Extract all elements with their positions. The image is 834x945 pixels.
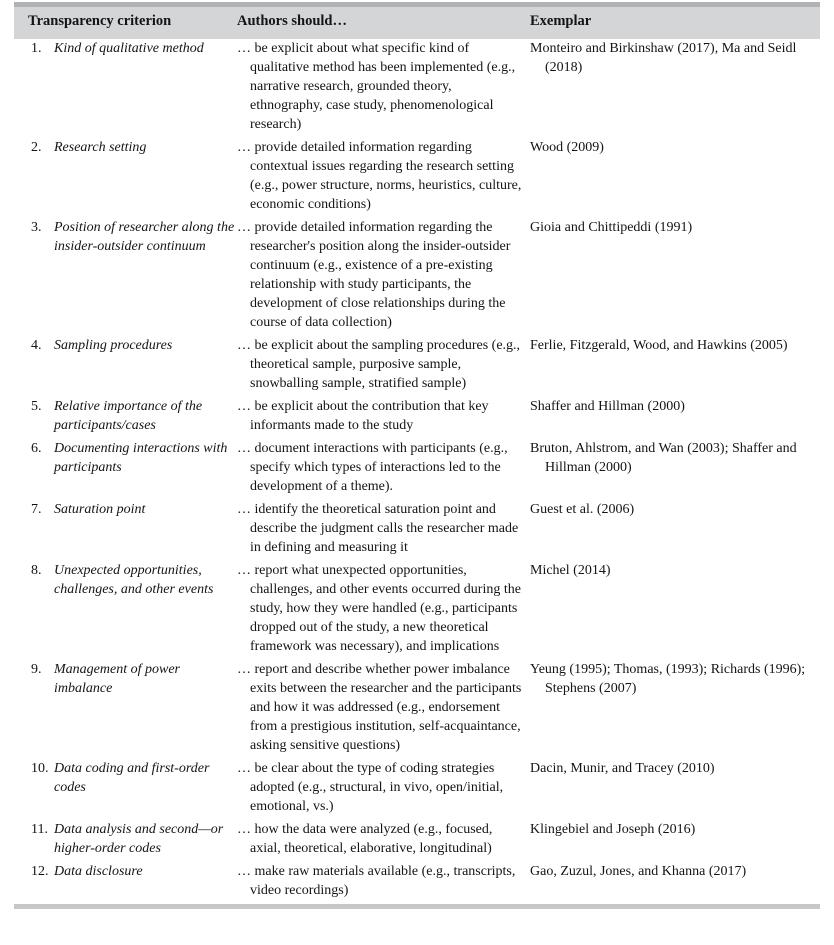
row-number: 6. (31, 441, 42, 456)
criterion-label: Position of researcher along the insider-outsider continuum (54, 220, 235, 254)
exemplar-text: Yeung (1995); Thomas, (1993); Richards (1996); Stephens (2007) (530, 662, 806, 696)
authors-should-text: … identify the theoretical saturation point and describe the judgment calls the researcher made in defining and measuring it (237, 502, 519, 555)
table-row (14, 39, 820, 134)
criterion-label: Kind of qualitative method (54, 41, 204, 56)
criterion-cell (14, 561, 237, 656)
table-row (14, 660, 820, 755)
authors-should-text: … be clear about the type of coding strategies adopted (e.g., structural, in vivo, open/initial, emotional, vs.) (237, 761, 504, 814)
criterion-cell (14, 397, 237, 435)
authors-should-text: … how the data were analyzed (e.g., focused, axial, theoretical, elaborative, longitudinal) (237, 822, 493, 856)
criterion-cell (14, 660, 237, 755)
table-body (14, 39, 820, 900)
criterion-cell (14, 500, 237, 557)
row-number: 11. (31, 822, 48, 837)
authors-should-text: … make raw materials available (e.g., transcripts, video recordings) (237, 864, 516, 898)
row-number: 1. (31, 41, 42, 56)
authors-should-text: … be explicit about what specific kind of qualitative method has been implemented (e.g., narrative research, grounded theory, ethnography, case study, phenomenological research) (237, 41, 516, 132)
table-row (14, 439, 820, 496)
exemplar-text: Shaffer and Hillman (2000) (530, 399, 685, 414)
table-row (14, 138, 820, 214)
exemplar-text: Gao, Zuzul, Jones, and Khanna (2017) (530, 864, 747, 879)
transparency-criteria-table (14, 2, 820, 909)
criterion-cell (14, 759, 237, 816)
table-row (14, 500, 820, 557)
exemplar-text: Dacin, Munir, and Tracey (2010) (530, 761, 715, 776)
exemplar-text: Gioia and Chittipeddi (1991) (530, 220, 693, 235)
table-row (14, 336, 820, 393)
column-header-authors-should: Authors should… (237, 13, 347, 29)
row-number: 5. (31, 399, 42, 414)
table-row (14, 561, 820, 656)
criterion-cell (14, 439, 237, 496)
authors-should-text: … be explicit about the sampling procedures (e.g., theoretical sample, purposive sample, snowballing sample, stratified sample) (237, 338, 521, 391)
authors-should-text: … document interactions with participants (e.g., specify which types of interactions led to the development of a theme). (237, 441, 508, 494)
exemplar-text: Guest et al. (2006) (530, 502, 635, 517)
row-number: 8. (31, 563, 42, 578)
exemplar-text: Michel (2014) (530, 563, 611, 578)
table-row (14, 759, 820, 816)
table-bottom-rule (14, 904, 820, 909)
criterion-label: Unexpected opportunities, challenges, and other events (54, 563, 214, 597)
criterion-cell (14, 336, 237, 393)
row-number: 4. (31, 338, 42, 353)
table-row (14, 862, 820, 900)
authors-should-text: … report what unexpected opportunities, challenges, and other events occurred during the study, how they were handled (e.g., participants dropped out of the study, a new theoretical framework was necessary), and implications (237, 563, 521, 654)
table-header-row (14, 2, 820, 39)
table-row (14, 820, 820, 858)
criterion-cell (14, 862, 237, 900)
criterion-cell (14, 138, 237, 214)
criterion-cell (14, 820, 237, 858)
authors-should-text: … provide detailed information regarding contextual issues regarding the research setting (e.g., power structure, norms, heuristics, culture, economic conditions) (237, 140, 522, 212)
criterion-label: Management of power imbalance (54, 662, 180, 696)
criterion-label: Relative importance of the participants/cases (54, 399, 203, 433)
criterion-label: Data coding and first-order codes (54, 761, 210, 795)
criterion-label: Research setting (54, 140, 147, 155)
row-number: 3. (31, 220, 42, 235)
criterion-label: Saturation point (54, 502, 146, 517)
row-number: 7. (31, 502, 42, 517)
row-number: 12. (31, 864, 49, 879)
column-header-exemplar: Exemplar (530, 13, 592, 29)
criterion-label: Data analysis and second—or higher-order codes (54, 822, 224, 856)
criterion-cell (14, 39, 237, 134)
exemplar-text: Monteiro and Birkinshaw (2017), Ma and Seidl (2018) (530, 41, 797, 75)
exemplar-text: Klingebiel and Joseph (2016) (530, 822, 696, 837)
criterion-cell (14, 218, 237, 332)
table-row (14, 397, 820, 435)
criterion-label: Data disclosure (54, 864, 143, 879)
row-number: 10. (31, 761, 49, 776)
criterion-label: Documenting interactions with participants (54, 441, 228, 475)
authors-should-text: … be explicit about the contribution that key informants made to the study (237, 399, 489, 433)
exemplar-text: Ferlie, Fitzgerald, Wood, and Hawkins (2005) (530, 338, 788, 353)
column-header-transparency-criterion: Transparency criterion (28, 13, 172, 29)
criterion-label: Sampling procedures (54, 338, 173, 353)
exemplar-text: Bruton, Ahlstrom, and Wan (2003); Shaffer and Hillman (2000) (530, 441, 797, 475)
row-number: 9. (31, 662, 42, 677)
exemplar-text: Wood (2009) (530, 140, 604, 155)
authors-should-text: … report and describe whether power imbalance exits between the researcher and the participants and how it was addressed (e.g., endorsement from a prestigious institution, self-acquaintance, asking sensitive questions) (237, 662, 522, 753)
table-row (14, 218, 820, 332)
authors-should-text: … provide detailed information regarding the researcher's position along the insider-outsider continuum (e.g., existence of a pre-existing relationship with study participants, the development of close relationships during the course of data collection) (237, 220, 511, 330)
row-number: 2. (31, 140, 42, 155)
